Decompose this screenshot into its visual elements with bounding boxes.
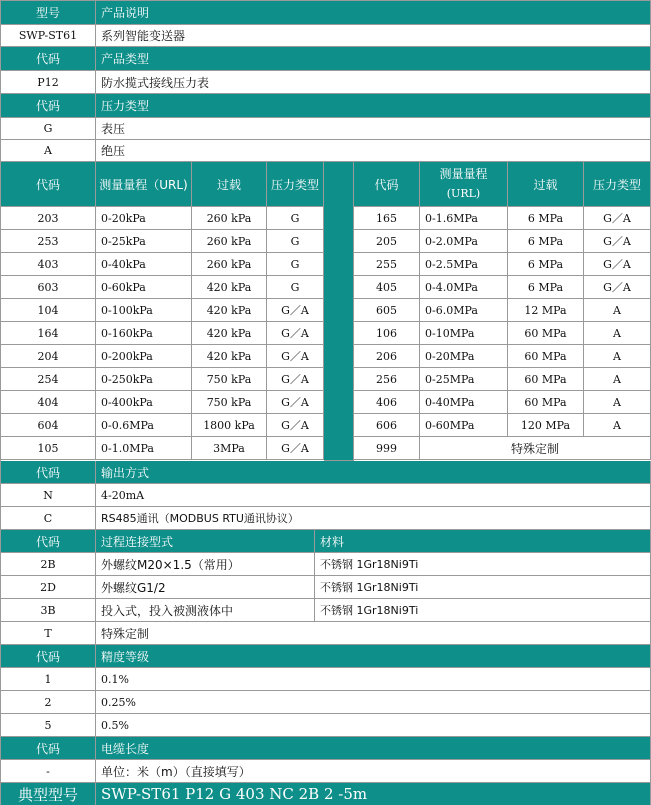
range-row	[1, 230, 651, 253]
range-range: 0-0.6MPa	[96, 414, 192, 437]
connection-material-header: 材料	[315, 530, 651, 553]
range-row	[1, 207, 651, 230]
range-code: 604	[1, 414, 96, 437]
output-title: 输出方式	[96, 461, 651, 484]
output-code: C	[1, 507, 96, 530]
range-overload: 750 kPa	[192, 391, 267, 414]
range-code: 606	[354, 414, 420, 437]
range-ptype: G／A	[267, 299, 324, 322]
range-code: 165	[354, 207, 420, 230]
accuracy-code-header: 代码	[1, 645, 96, 668]
range-ptype: G／A	[267, 391, 324, 414]
range-code: 255	[354, 253, 420, 276]
product-type-row	[1, 71, 651, 94]
range-code: 105	[1, 437, 96, 460]
range-overload: 60 MPa	[508, 322, 584, 345]
model-desc: 系列智能变送器	[96, 25, 651, 47]
product-type-header-row	[1, 47, 651, 71]
pressure-type-title: 压力类型	[96, 94, 651, 118]
range-ptype-header-right: 压力类型	[584, 162, 651, 207]
connection-code-header: 代码	[1, 530, 96, 553]
range-code: 205	[354, 230, 420, 253]
range-code-header-right: 代码	[354, 162, 420, 207]
accuracy-code: 2	[1, 691, 96, 714]
range-row	[1, 345, 651, 368]
range-range: 0-400kPa	[96, 391, 192, 414]
connection-code: 2D	[1, 576, 96, 599]
range-overload: 120 MPa	[508, 414, 584, 437]
range-ptype: G／A	[267, 437, 324, 460]
accuracy-row	[1, 691, 651, 714]
accuracy-row	[1, 668, 651, 691]
range-overload: 60 MPa	[508, 345, 584, 368]
range-row	[1, 253, 651, 276]
connection-material: 不锈钢 1Gr18Ni9Ti	[315, 553, 651, 576]
accuracy-code: 5	[1, 714, 96, 737]
range-overload: 420 kPa	[192, 345, 267, 368]
range-code: 106	[354, 322, 420, 345]
range-range: 0-2.5MPa	[420, 253, 508, 276]
range-overload: 260 kPa	[192, 207, 267, 230]
range-range: 0-200kPa	[96, 345, 192, 368]
accuracy-title: 精度等级	[96, 645, 651, 668]
connection-row	[1, 576, 651, 599]
range-range: 0-1.0MPa	[96, 437, 192, 460]
range-ptype: G	[267, 230, 324, 253]
pressure-type-code-header: 代码	[1, 94, 96, 118]
range-code: 999	[354, 437, 420, 460]
range-overload: 3MPa	[192, 437, 267, 460]
cable-code: -	[1, 760, 96, 783]
range-code: 256	[354, 368, 420, 391]
range-row	[1, 322, 651, 345]
range-code: 605	[354, 299, 420, 322]
model-code-header: 型号	[1, 1, 96, 25]
range-overload: 6 MPa	[508, 276, 584, 299]
typical-model-label: 典型型号	[1, 783, 96, 805]
accuracy-header-row	[1, 645, 651, 668]
product-type-code-header: 代码	[1, 47, 96, 71]
range-code: 164	[1, 322, 96, 345]
range-ptype: G／A	[584, 230, 651, 253]
range-overload: 260 kPa	[192, 253, 267, 276]
range-range-header: 测量量程（URL)	[96, 162, 192, 207]
range-code: 204	[1, 345, 96, 368]
range-ptype-header: 压力类型	[267, 162, 324, 207]
range-ptype: A	[584, 322, 651, 345]
accuracy-desc: 0.1%	[96, 668, 651, 691]
range-range: 0-60MPa	[420, 414, 508, 437]
range-row	[1, 276, 651, 299]
range-ptype: A	[584, 368, 651, 391]
connection-material: 不锈钢 1Gr18Ni9Ti	[315, 576, 651, 599]
range-ptype: G／A	[267, 414, 324, 437]
output-desc: 4-20mA	[96, 484, 651, 507]
pressure-type-row	[1, 140, 651, 162]
range-ptype: G／A	[267, 345, 324, 368]
range-range: 0-40MPa	[420, 391, 508, 414]
cable-row	[1, 760, 651, 783]
range-row	[1, 391, 651, 414]
range-overload-header-right: 过载	[508, 162, 584, 207]
range-code: 404	[1, 391, 96, 414]
range-range: 0-40kPa	[96, 253, 192, 276]
range-code: 406	[354, 391, 420, 414]
connection-material: 不锈钢 1Gr18Ni9Ti	[315, 599, 651, 622]
range-code: 405	[354, 276, 420, 299]
range-overload: 60 MPa	[508, 391, 584, 414]
pressure-type-code: A	[1, 140, 96, 162]
range-range: 0-250kPa	[96, 368, 192, 391]
connection-code: 2B	[1, 553, 96, 576]
range-range: 0-160kPa	[96, 322, 192, 345]
output-code-header: 代码	[1, 461, 96, 484]
range-overload-header: 过载	[192, 162, 267, 207]
product-type-title: 产品类型	[96, 47, 651, 71]
range-range: 0-4.0MPa	[420, 276, 508, 299]
range-row	[1, 414, 651, 437]
model-header-row	[1, 1, 651, 25]
range-range: 0-20kPa	[96, 207, 192, 230]
connection-header-row	[1, 530, 651, 553]
range-range: 0-25kPa	[96, 230, 192, 253]
range-code: 403	[1, 253, 96, 276]
range-code: 254	[1, 368, 96, 391]
connection-desc: 投入式，投入被测液体中	[96, 599, 315, 622]
range-row	[1, 368, 651, 391]
range-code-header: 代码	[1, 162, 96, 207]
range-overload: 6 MPa	[508, 230, 584, 253]
range-overload: 60 MPa	[508, 368, 584, 391]
cable-title: 电缆长度	[96, 737, 651, 760]
range-overload: 1800 kPa	[192, 414, 267, 437]
range-ptype: G／A	[584, 207, 651, 230]
range-code: 104	[1, 299, 96, 322]
connection-desc: 外螺纹G1/2	[96, 576, 315, 599]
cable-code-header: 代码	[1, 737, 96, 760]
connection-desc: 外螺纹M20×1.5（常用）	[96, 553, 315, 576]
range-header-line1: 测量量程	[439, 167, 488, 181]
model-desc-header: 产品说明	[96, 1, 651, 25]
connection-title: 过程连接型式	[96, 530, 315, 553]
accuracy-desc: 0.5%	[96, 714, 651, 737]
range-header-line2: (URL)	[446, 187, 481, 200]
range-range: 0-100kPa	[96, 299, 192, 322]
output-row	[1, 507, 651, 530]
product-type-desc: 防水揽式接线压力表	[96, 71, 651, 94]
pressure-type-desc: 绝压	[96, 140, 651, 162]
range-ptype: A	[584, 345, 651, 368]
cable-header-row	[1, 737, 651, 760]
range-code: 206	[354, 345, 420, 368]
model-code: SWP-ST61	[1, 25, 96, 47]
range-overload: 260 kPa	[192, 230, 267, 253]
accuracy-row	[1, 714, 651, 737]
range-overload: 6 MPa	[508, 207, 584, 230]
connection-row	[1, 622, 651, 645]
range-code: 253	[1, 230, 96, 253]
connection-desc: 特殊定制	[96, 622, 651, 645]
typical-model-row	[1, 783, 651, 805]
range-overload: 6 MPa	[508, 253, 584, 276]
connection-row	[1, 599, 651, 622]
range-range: 0-25MPa	[420, 368, 508, 391]
output-desc: RS485通讯（MODBUS RTU通讯协议）	[96, 507, 651, 530]
range-row	[1, 437, 651, 460]
range-code: 203	[1, 207, 96, 230]
range-ptype: G／A	[267, 322, 324, 345]
pressure-type-code: G	[1, 118, 96, 140]
pressure-type-desc: 表压	[96, 118, 651, 140]
range-overload: 420 kPa	[192, 322, 267, 345]
range-overload: 420 kPa	[192, 299, 267, 322]
product-type-code: P12	[1, 71, 96, 94]
range-overload: 750 kPa	[192, 368, 267, 391]
range-ptype: A	[584, 414, 651, 437]
range-ptype: G／A	[584, 253, 651, 276]
range-range: 0-60kPa	[96, 276, 192, 299]
range-range-header-right	[420, 162, 508, 207]
accuracy-desc: 0.25%	[96, 691, 651, 714]
connection-row	[1, 553, 651, 576]
range-ptype: G	[267, 207, 324, 230]
range-overload: 420 kPa	[192, 276, 267, 299]
typical-model-value: SWP-ST61 P12 G 403 NC 2B 2 -5m	[96, 783, 651, 805]
range-range: 0-6.0MPa	[420, 299, 508, 322]
range-ptype: G／A	[584, 276, 651, 299]
range-range: 0-10MPa	[420, 322, 508, 345]
model-row	[1, 25, 651, 47]
range-range: 0-2.0MPa	[420, 230, 508, 253]
range-ptype: G	[267, 253, 324, 276]
connection-code: 3B	[1, 599, 96, 622]
output-row	[1, 484, 651, 507]
output-header-row	[1, 461, 651, 484]
accuracy-code: 1	[1, 668, 96, 691]
connection-code: T	[1, 622, 96, 645]
pressure-type-row	[1, 118, 651, 140]
range-range: 0-1.6MPa	[420, 207, 508, 230]
pressure-type-header-row	[1, 94, 651, 118]
range-special: 特殊定制	[420, 437, 651, 460]
range-ptype: A	[584, 391, 651, 414]
range-ptype: G	[267, 276, 324, 299]
range-ptype: G／A	[267, 368, 324, 391]
cable-desc: 单位：米（m）（直接填写）	[96, 760, 651, 783]
range-code: 603	[1, 276, 96, 299]
range-overload: 12 MPa	[508, 299, 584, 322]
range-row	[1, 299, 651, 322]
output-code: N	[1, 484, 96, 507]
range-ptype: A	[584, 299, 651, 322]
range-range: 0-20MPa	[420, 345, 508, 368]
